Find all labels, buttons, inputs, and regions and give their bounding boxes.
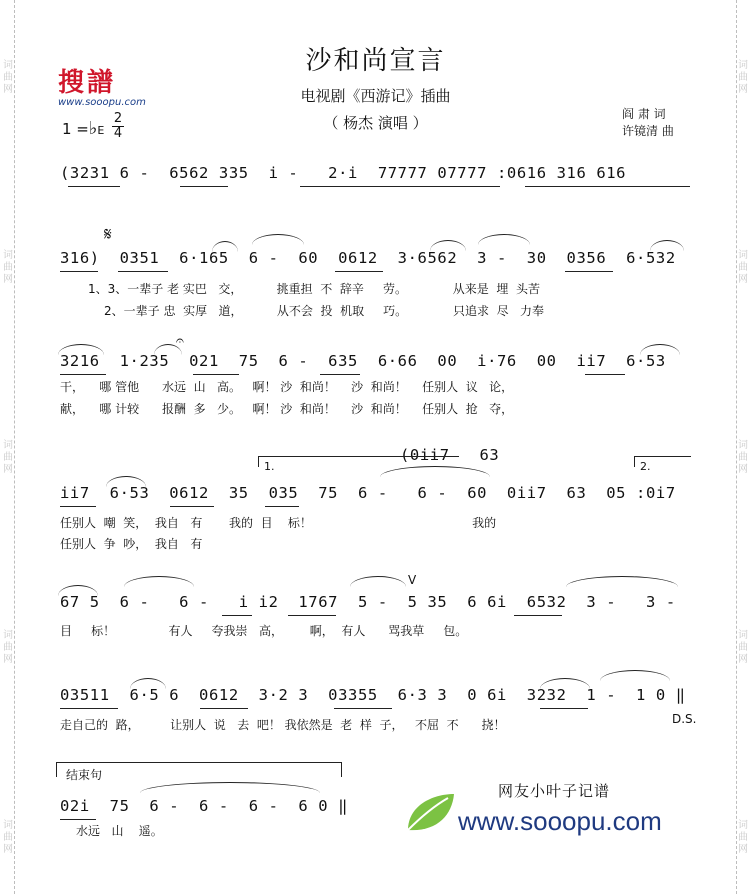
leaf-logo-icon (402, 790, 458, 836)
tie (350, 576, 406, 587)
breath-mark: V (408, 573, 417, 587)
time-signature (112, 112, 124, 141)
beam (565, 271, 613, 272)
slur (650, 240, 684, 251)
volta-1-label: 1. (264, 460, 275, 473)
beam (60, 506, 96, 507)
beam (585, 374, 625, 375)
time-numerator: 2 (113, 111, 123, 126)
tie (478, 234, 530, 245)
watermark-right: 词曲网 (738, 820, 748, 855)
beam (265, 506, 299, 507)
beam (60, 708, 118, 709)
volta-2-label: 2. (640, 460, 651, 473)
key-note: E (97, 124, 105, 137)
tie (600, 670, 670, 681)
watermark-left: 词曲网 (3, 820, 13, 855)
beam (68, 186, 120, 187)
interlude-notation: (0ii7 63 (400, 446, 500, 464)
slur (58, 344, 104, 355)
slur (640, 344, 680, 355)
tie (124, 576, 194, 587)
slur (106, 476, 146, 487)
watermark-right: 词曲网 (738, 60, 748, 95)
notation-line-ending: 02i 75 6 - 6 - 6 - 6 0 ‖ (60, 797, 349, 815)
watermark-left: 词曲网 (3, 60, 13, 95)
watermark-left: 词曲网 (3, 440, 13, 475)
tie (380, 466, 490, 477)
flat-sign: ♭ (88, 118, 98, 139)
lyric-line-2-verse-2: 献， 哪 计较 报酬 多 少。 啊！ 沙 和尚！ 沙 和尚！ 任别人 抢 夺， (60, 402, 514, 416)
lyric-line-1-verse-2: 2、一辈子 忠 实厚 道， 从不会 投 机取 巧。 只追求 尽 力奉 (104, 304, 545, 318)
tie (140, 782, 320, 793)
watermark-right: 词曲网 (738, 440, 748, 475)
beam (288, 615, 336, 616)
footer-url[interactable]: www.sooopu.com (458, 806, 662, 836)
lyric-line-6: 水远 山 遥。 (76, 824, 163, 838)
notation-line-5: 67 5 6 - 6 - i i2 1767 5 - 5 35 6 6i 6532 3 - 3 - (60, 593, 676, 611)
beam (525, 186, 690, 187)
lyricist-credit: 阎 肃 词 (622, 107, 666, 121)
slur (130, 678, 166, 689)
beam (118, 271, 168, 272)
lyric-line-3-verse-2: 任别人 争 吵， 我自 有 (60, 537, 203, 551)
key-prefix: 1 = (62, 120, 89, 138)
beam (170, 506, 214, 507)
beam (540, 708, 588, 709)
notation-line-4: ii7 6·53 0612 35 035 75 6 - 6 - 60 0ii7 63 05 :0i7 (60, 484, 676, 502)
beam (334, 708, 392, 709)
beam (60, 271, 98, 272)
beam (320, 374, 360, 375)
logo-wordmark: 搜譜 (58, 68, 117, 98)
notation-line-2: 316) 0351 6·165 6 - 60 0612 3·6562 3 - 30 0356 6·532 (60, 249, 676, 267)
composer-credit: 许镜清 曲 (622, 124, 674, 138)
segno-mark: 𝄋 (104, 224, 112, 245)
song-subtitle: 电视剧《西游记》插曲 (300, 87, 451, 105)
beam (335, 271, 383, 272)
beam (60, 374, 106, 375)
fermata-mark: 𝄐 (176, 333, 184, 349)
singer-credit: （ 杨杰 演唱 ） (323, 114, 428, 132)
ds-marking: D.S. (672, 712, 697, 726)
watermark-right: 词曲网 (738, 250, 748, 285)
watermark-right: 词曲网 (738, 630, 748, 665)
notation-line-1: (3231 6 - 6562 335 i - 2·i 77777 07777 :0616 316 616 (60, 164, 627, 182)
transcriber-note: 网友小叶子记谱 (498, 782, 611, 800)
beam (193, 374, 239, 375)
beam (200, 708, 248, 709)
key-signature (62, 118, 104, 139)
watermark-left: 词曲网 (3, 630, 13, 665)
time-denominator: 4 (113, 126, 123, 141)
slur (430, 240, 466, 251)
beam (222, 615, 252, 616)
song-title: 沙和尚宣言 (305, 46, 446, 76)
lyric-line-1-verse-1: 1、3、一辈子 老 实巴 交， 挑重担 不 辞辛 劳。 从来是 埋 头苦 (88, 282, 541, 296)
lyric-line-3-verse-1: 任别人 嘲 笑， 我自 有 我的 目 标！ 我的 (60, 516, 497, 530)
lyric-line-5: 走自己的 路， 让别人 说 去 吧！ 我依然是 老 样 子， 不屈 不 挠！ (60, 718, 506, 732)
lyric-line-4: 目 标！ 有人 夸我崇 高， 啊， 有人 骂我草 包。 (60, 624, 468, 638)
watermark-left: 词曲网 (3, 250, 13, 285)
notation-line-6: 03511 6·5 6 0612 3·2 3 03355 6·3 3 0 6i 3232 1 - 1 0 ‖ (60, 686, 686, 704)
tie (566, 576, 678, 587)
notation-line-3: 3216 1·235 021 75 6 - 635 6·66 00 i·76 00 ii7 6·53 (60, 352, 666, 370)
logo-url: www.sooopu.com (58, 97, 146, 108)
slur (212, 241, 238, 252)
ending-label: 结束句 (66, 768, 103, 782)
beam (514, 615, 562, 616)
beam (300, 186, 500, 187)
beam (180, 186, 228, 187)
beam (60, 819, 96, 820)
slur (58, 585, 98, 596)
lyric-line-2-verse-1: 干， 哪 管他 水远 山 高。 啊！ 沙 和尚！ 沙 和尚！ 任别人 议 论， (60, 380, 514, 394)
slur (540, 678, 590, 689)
tie (252, 234, 304, 245)
